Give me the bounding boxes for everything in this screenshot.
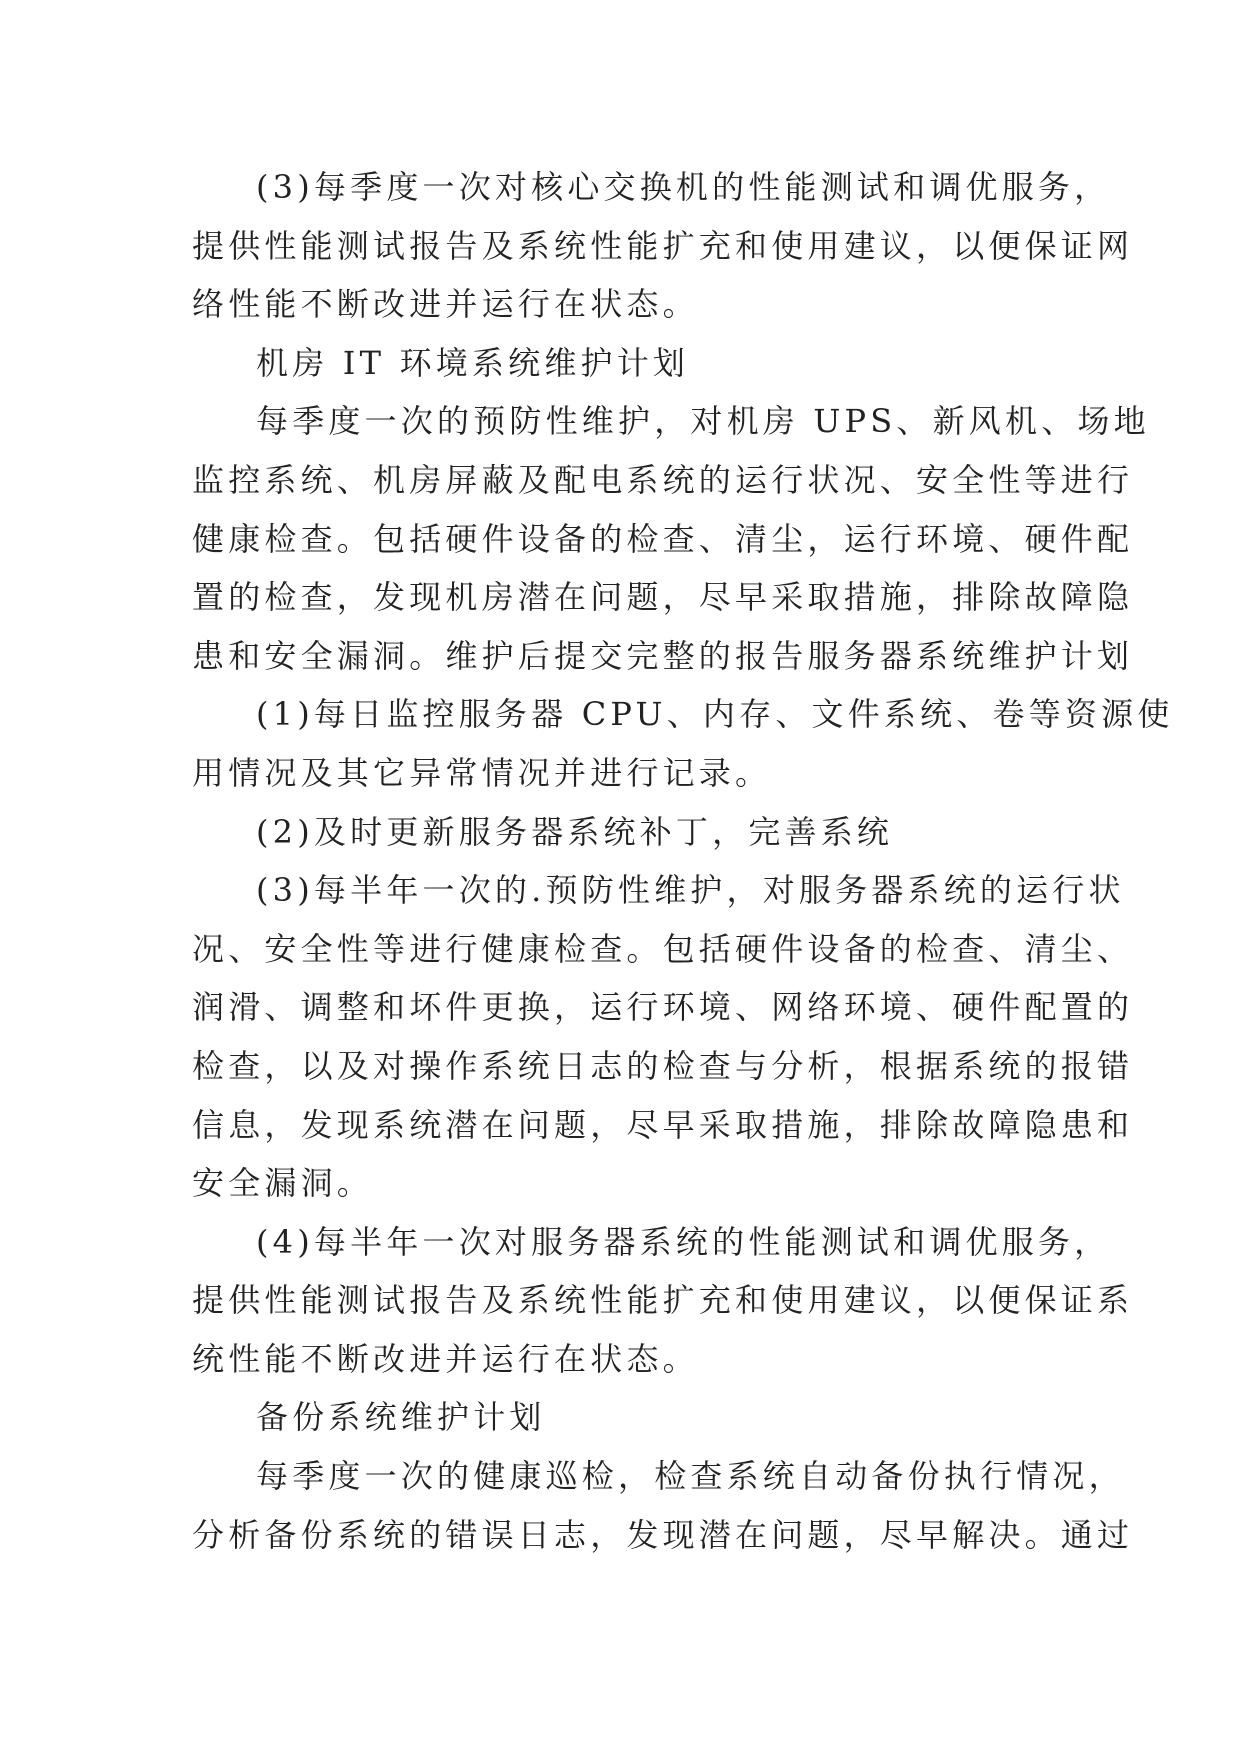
text-line: 每季度一次的预防性维护，对机房 UPS、新风机、场地 xyxy=(256,402,1150,441)
text-line: (1)每日监控服务器 CPU、内存、文件系统、卷等资源使 xyxy=(256,695,1174,734)
text-line: 备份系统维护计划 xyxy=(256,1398,546,1437)
text-line: 健康检查。包括硬件设备的检查、清尘，运行环境、硬件配 xyxy=(192,519,1134,558)
text-line: (3)每半年一次的.预防性维护，对服务器系统的运行状 xyxy=(256,871,1125,910)
text-line: 检查，以及对操作系统日志的检查与分析，根据系统的报错 xyxy=(192,1046,1134,1085)
text-line: 置的检查，发现机房潜在问题，尽早采取措施，排除故障隐 xyxy=(192,578,1134,617)
text-line: (4)每半年一次对服务器系统的性能测试和调优服务， xyxy=(256,1222,1111,1261)
paragraph xyxy=(192,1447,1134,1564)
section-heading xyxy=(192,334,1072,393)
text-line: 用情况及其它异常情况并进行记录。 xyxy=(192,753,772,792)
paragraph xyxy=(192,158,1134,334)
text-line: 润滑、调整和坏件更换，运行环境、网络环境、硬件配置的 xyxy=(192,988,1134,1027)
text-line: 机房 IT 环境系统维护计划 xyxy=(256,343,690,382)
text-line: (3)每季度一次对核心交换机的性能测试和调优服务， xyxy=(256,168,1111,206)
text-line: 统性能不断改进并运行在状态。 xyxy=(192,1339,699,1378)
paragraph xyxy=(192,803,1072,862)
text-line: 络性能不断改进并运行在状态。 xyxy=(192,285,699,324)
text-line: 信息，发现系统潜在问题，尽早采取措施，排除故障隐患和 xyxy=(192,1105,1134,1144)
paragraph xyxy=(192,392,1150,685)
text-line: 提供性能测试报告及系统性能扩充和使用建议，以便保证系 xyxy=(192,1281,1134,1320)
text-line: 监控系统、机房屏蔽及配电系统的运行状况、安全性等进行 xyxy=(192,460,1134,499)
paragraph xyxy=(192,685,1174,802)
section-heading xyxy=(192,1388,1072,1447)
paragraph xyxy=(192,1213,1134,1389)
text-line: 提供性能测试报告及系统性能扩充和使用建议，以便保证网 xyxy=(192,226,1134,265)
text-line: 分析备份系统的错误日志，发现潜在问题，尽早解决。通过 xyxy=(192,1515,1134,1554)
paragraph xyxy=(192,861,1134,1213)
document-body xyxy=(192,158,1174,1564)
text-line: 况、安全性等进行健康检查。包括硬件设备的检查、清尘、 xyxy=(192,929,1134,968)
text-line: 安全漏洞。 xyxy=(192,1164,374,1203)
text-line: 每季度一次的健康巡检，检查系统自动备份执行情况， xyxy=(256,1457,1125,1496)
text-line: (2)及时更新服务器系统补丁，完善系统 xyxy=(256,812,894,851)
text-line: 患和安全漏洞。维护后提交完整的报告服务器系统维护计划 xyxy=(192,636,1134,675)
